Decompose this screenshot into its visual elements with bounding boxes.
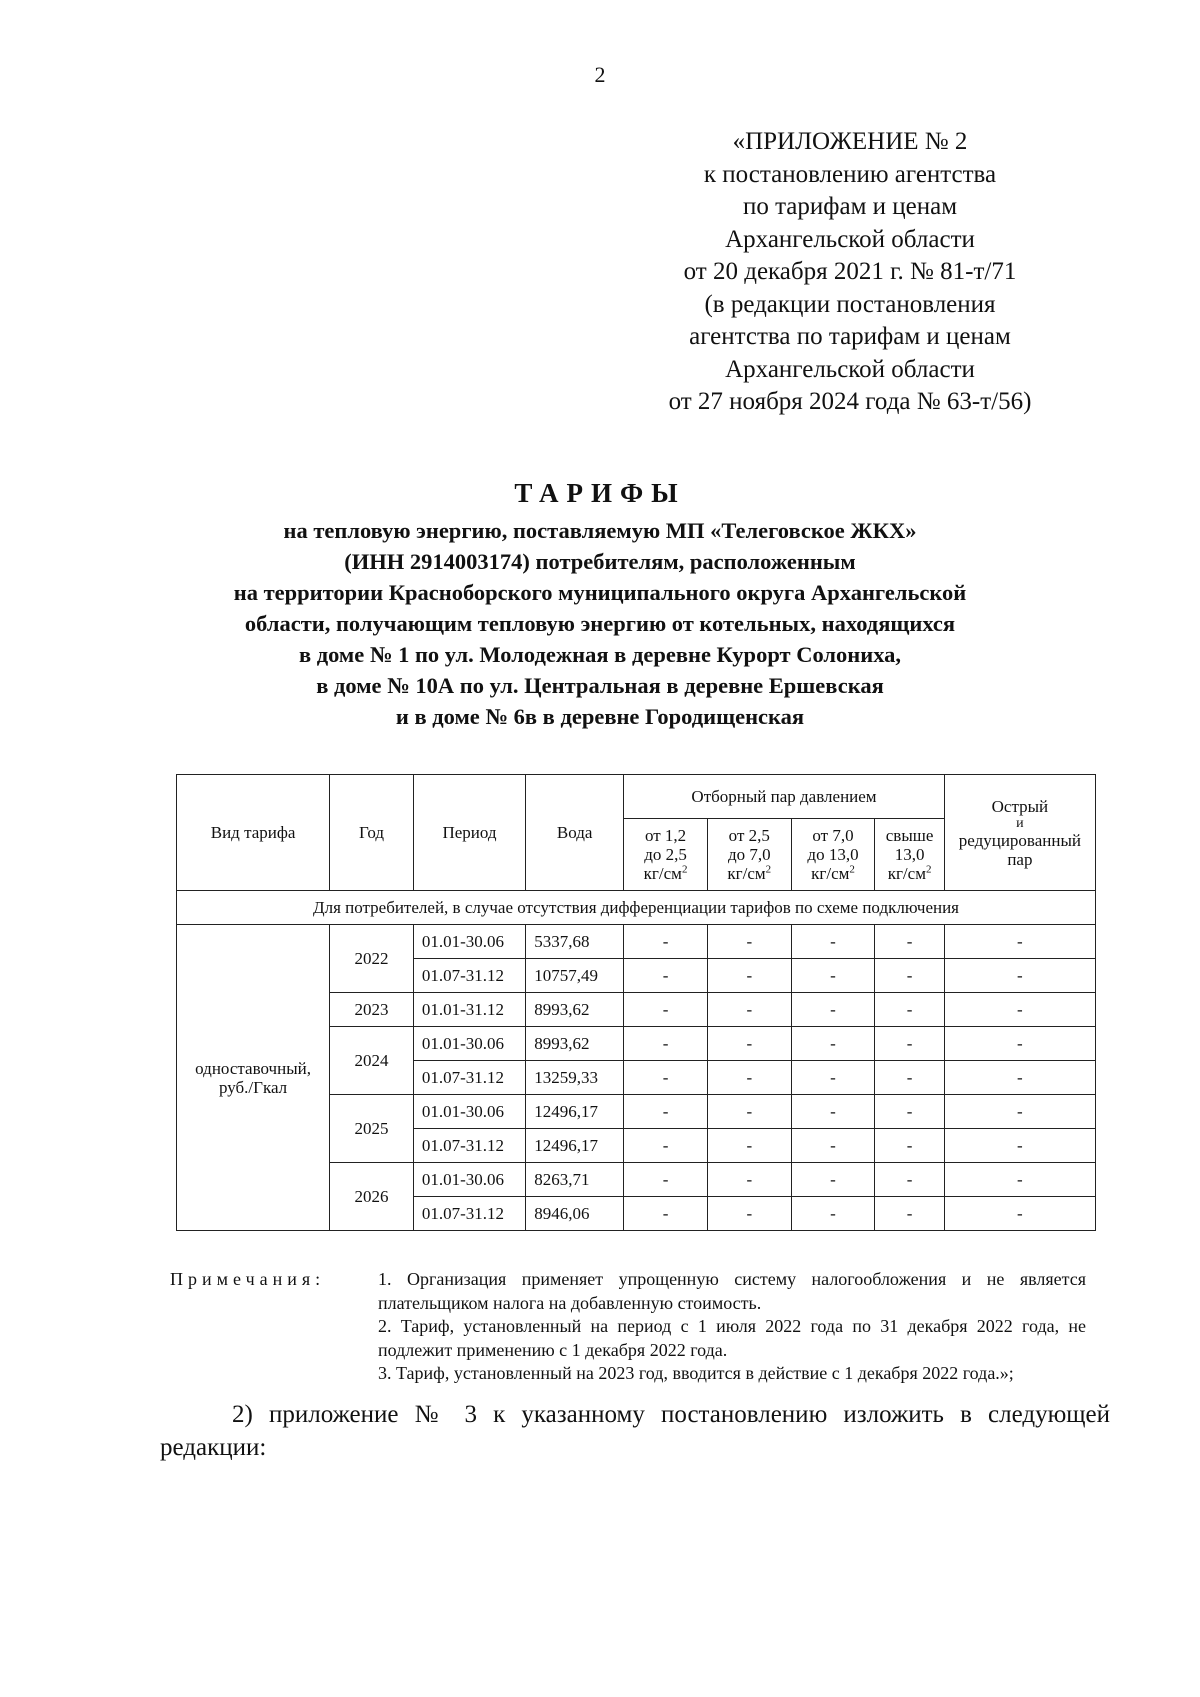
empty-value-cell: - <box>707 1095 791 1129</box>
empty-value-cell: - <box>624 993 708 1027</box>
empty-value-cell: - <box>944 1163 1095 1197</box>
unit-text: кг/см <box>643 864 682 883</box>
table-row <box>177 925 1096 959</box>
empty-value-cell: - <box>875 1095 944 1129</box>
unit-sup: 2 <box>925 863 932 876</box>
tariff-type-line: одноставочный, <box>195 1058 311 1078</box>
title-line: на тепловую энергию, поставляемую МП «Телеговское ЖКХ» <box>283 518 917 543</box>
header-steam-4 <box>875 819 944 891</box>
note-item: 1. Организация применяет упрощенную систему налогообложения и не является плательщиком налога на добавленную стоимость. <box>378 1269 1086 1313</box>
empty-value-cell: - <box>875 959 944 993</box>
year-cell: 2026 <box>330 1163 414 1231</box>
header-water: Вода <box>526 775 624 891</box>
water-value-cell: 13259,33 <box>526 1061 624 1095</box>
header-steam-unit <box>711 864 788 883</box>
empty-value-cell: - <box>624 1197 708 1231</box>
notes-label: Примечания: <box>170 1269 326 1289</box>
title-line: области, получающим тепловую энергию от котельных, находящихся <box>244 611 956 636</box>
title-line: и в доме № 6в в деревне Городищенская <box>395 704 805 729</box>
year-cell: 2023 <box>330 993 414 1027</box>
unit-text: кг/см <box>811 864 850 883</box>
document-title <box>130 478 1070 732</box>
header-sharp-line: редуцированный <box>958 830 1081 850</box>
empty-value-cell: - <box>624 925 708 959</box>
water-value-cell: 12496,17 <box>526 1095 624 1129</box>
empty-value-cell: - <box>624 1061 708 1095</box>
appendix-line: по тарифам и ценам <box>742 193 958 220</box>
unit-text: кг/см <box>887 864 926 883</box>
empty-value-cell: - <box>944 959 1095 993</box>
empty-value-cell: - <box>624 959 708 993</box>
empty-value-cell: - <box>624 1095 708 1129</box>
period-cell: 01.07-31.12 <box>413 1197 525 1231</box>
empty-value-cell: - <box>624 1163 708 1197</box>
empty-value-cell: - <box>707 1027 791 1061</box>
empty-value-cell: - <box>791 925 875 959</box>
section-title: Для потребителей, в случае отсутствия дифференциации тарифов по схеме подключения <box>177 891 1096 925</box>
header-steam-text: свыше <box>885 826 934 845</box>
header-sharp-line: и <box>1016 815 1024 831</box>
appendix-line: Архангельской области <box>725 355 975 383</box>
empty-value-cell: - <box>875 1027 944 1061</box>
empty-value-cell: - <box>707 959 791 993</box>
note-item: 3. Тариф, установленный на 2023 год, вводится в действие с 1 декабря 2022 года.»; <box>378 1363 1014 1383</box>
appendix-line: (в редакции постановления <box>704 290 996 318</box>
header-steam-unit <box>795 864 872 883</box>
empty-value-cell: - <box>791 1129 875 1163</box>
water-value-cell: 10757,49 <box>526 959 624 993</box>
empty-value-cell: - <box>791 1061 875 1095</box>
empty-value-cell: - <box>707 1129 791 1163</box>
empty-value-cell: - <box>875 1061 944 1095</box>
empty-value-cell: - <box>875 1197 944 1231</box>
header-steam-unit <box>627 864 704 883</box>
empty-value-cell: - <box>791 959 875 993</box>
title-line: в доме № 1 по ул. Молодежная в деревне Курорт Солониха, <box>298 642 902 667</box>
page-number: 2 <box>594 62 606 87</box>
empty-value-cell: - <box>707 993 791 1027</box>
header-steam-text: от 2,5 <box>728 826 770 845</box>
water-value-cell: 8993,62 <box>526 1027 624 1061</box>
header-sharp-line: пар <box>1007 849 1033 869</box>
period-cell: 01.07-31.12 <box>413 1129 525 1163</box>
header-sharp-line: Острый <box>991 796 1049 816</box>
title-line: на территории Красноборского муниципального округа Архангельской <box>233 580 967 605</box>
closing-text: 2) приложение № 3 к указанному постановлению изложить в следующей редакции: <box>160 1401 1110 1461</box>
header-steam-text: от 7,0 <box>812 826 854 845</box>
year-cell: 2025 <box>330 1095 414 1163</box>
tariff-table <box>176 774 1096 1231</box>
water-value-cell: 5337,68 <box>526 925 624 959</box>
water-value-cell: 8946,06 <box>526 1197 624 1231</box>
empty-value-cell: - <box>707 925 791 959</box>
notes-list <box>378 1268 1086 1386</box>
appendix-line: от 20 декабря 2021 г. № 81-т/71 <box>683 258 1017 285</box>
empty-value-cell: - <box>791 1197 875 1231</box>
empty-value-cell: - <box>875 1163 944 1197</box>
header-steam-text: до 7,0 <box>727 845 771 864</box>
appendix-header <box>610 126 1090 419</box>
period-cell: 01.01-30.06 <box>413 1163 525 1197</box>
empty-value-cell: - <box>791 1163 875 1197</box>
title-line: (ИНН 2914003174) потребителям, расположенным <box>344 549 856 574</box>
water-value-cell: 8263,71 <box>526 1163 624 1197</box>
closing-paragraph <box>160 1398 1110 1464</box>
empty-value-cell: - <box>944 1095 1095 1129</box>
header-steam-3 <box>791 819 875 891</box>
water-value-cell: 8993,62 <box>526 993 624 1027</box>
period-cell: 01.01-30.06 <box>413 1027 525 1061</box>
appendix-line: Архангельской области <box>725 225 975 253</box>
empty-value-cell: - <box>944 925 1095 959</box>
water-value-cell: 12496,17 <box>526 1129 624 1163</box>
empty-value-cell: - <box>791 993 875 1027</box>
period-cell: 01.01-30.06 <box>413 1095 525 1129</box>
year-cell: 2024 <box>330 1027 414 1095</box>
empty-value-cell: - <box>944 1061 1095 1095</box>
header-steam-text: 13,0 <box>894 845 925 864</box>
appendix-line: к постановлению агентства <box>703 160 997 188</box>
appendix-line: от 27 ноября 2024 года № 63-т/56) <box>668 388 1032 415</box>
year-cell: 2022 <box>330 925 414 993</box>
empty-value-cell: - <box>944 1197 1095 1231</box>
header-steam-text: от 1,2 <box>644 826 687 845</box>
appendix-line: агентства по тарифам и ценам <box>689 323 1011 350</box>
empty-value-cell: - <box>707 1197 791 1231</box>
empty-value-cell: - <box>944 1129 1095 1163</box>
period-cell: 01.07-31.12 <box>413 1061 525 1095</box>
empty-value-cell: - <box>707 1163 791 1197</box>
tariff-type-cell <box>177 925 330 1231</box>
header-steam-2 <box>707 819 791 891</box>
period-cell: 01.07-31.12 <box>413 959 525 993</box>
note-item: 2. Тариф, установленный на период с 1 июля 2022 года по 31 декабря 2022 года, не подлежит применению с 1 декабря 2022 года. <box>378 1316 1086 1360</box>
header-year: Год <box>330 775 414 891</box>
period-cell: 01.01-30.06 <box>413 925 525 959</box>
header-period: Период <box>413 775 525 891</box>
empty-value-cell: - <box>944 993 1095 1027</box>
header-steam-unit <box>878 864 940 883</box>
header-tariff-type: Вид тарифа <box>177 775 330 891</box>
title-main: ТАРИФЫ <box>514 478 686 508</box>
appendix-line: «ПРИЛОЖЕНИЕ № 2 <box>732 128 968 155</box>
empty-value-cell: - <box>875 925 944 959</box>
header-sharp-steam <box>944 775 1095 891</box>
header-steam-group: Отборный пар давлением <box>624 775 945 819</box>
empty-value-cell: - <box>791 1027 875 1061</box>
empty-value-cell: - <box>707 1061 791 1095</box>
empty-value-cell: - <box>791 1095 875 1129</box>
empty-value-cell: - <box>944 1027 1095 1061</box>
header-steam-text: до 2,5 <box>644 845 687 864</box>
unit-sup: 2 <box>849 863 855 876</box>
header-steam-text: до 13,0 <box>807 845 859 864</box>
tariff-type-line: руб./Гкал <box>218 1077 288 1097</box>
title-line: в доме № 10А по ул. Центральная в деревне Ершевская <box>316 673 884 698</box>
empty-value-cell: - <box>624 1027 708 1061</box>
unit-text: кг/см <box>727 864 766 883</box>
empty-value-cell: - <box>875 1129 944 1163</box>
empty-value-cell: - <box>875 993 944 1027</box>
empty-value-cell: - <box>624 1129 708 1163</box>
header-steam-1 <box>624 819 708 891</box>
unit-sup: 2 <box>681 863 688 876</box>
period-cell: 01.01-31.12 <box>413 993 525 1027</box>
unit-sup: 2 <box>765 863 772 876</box>
